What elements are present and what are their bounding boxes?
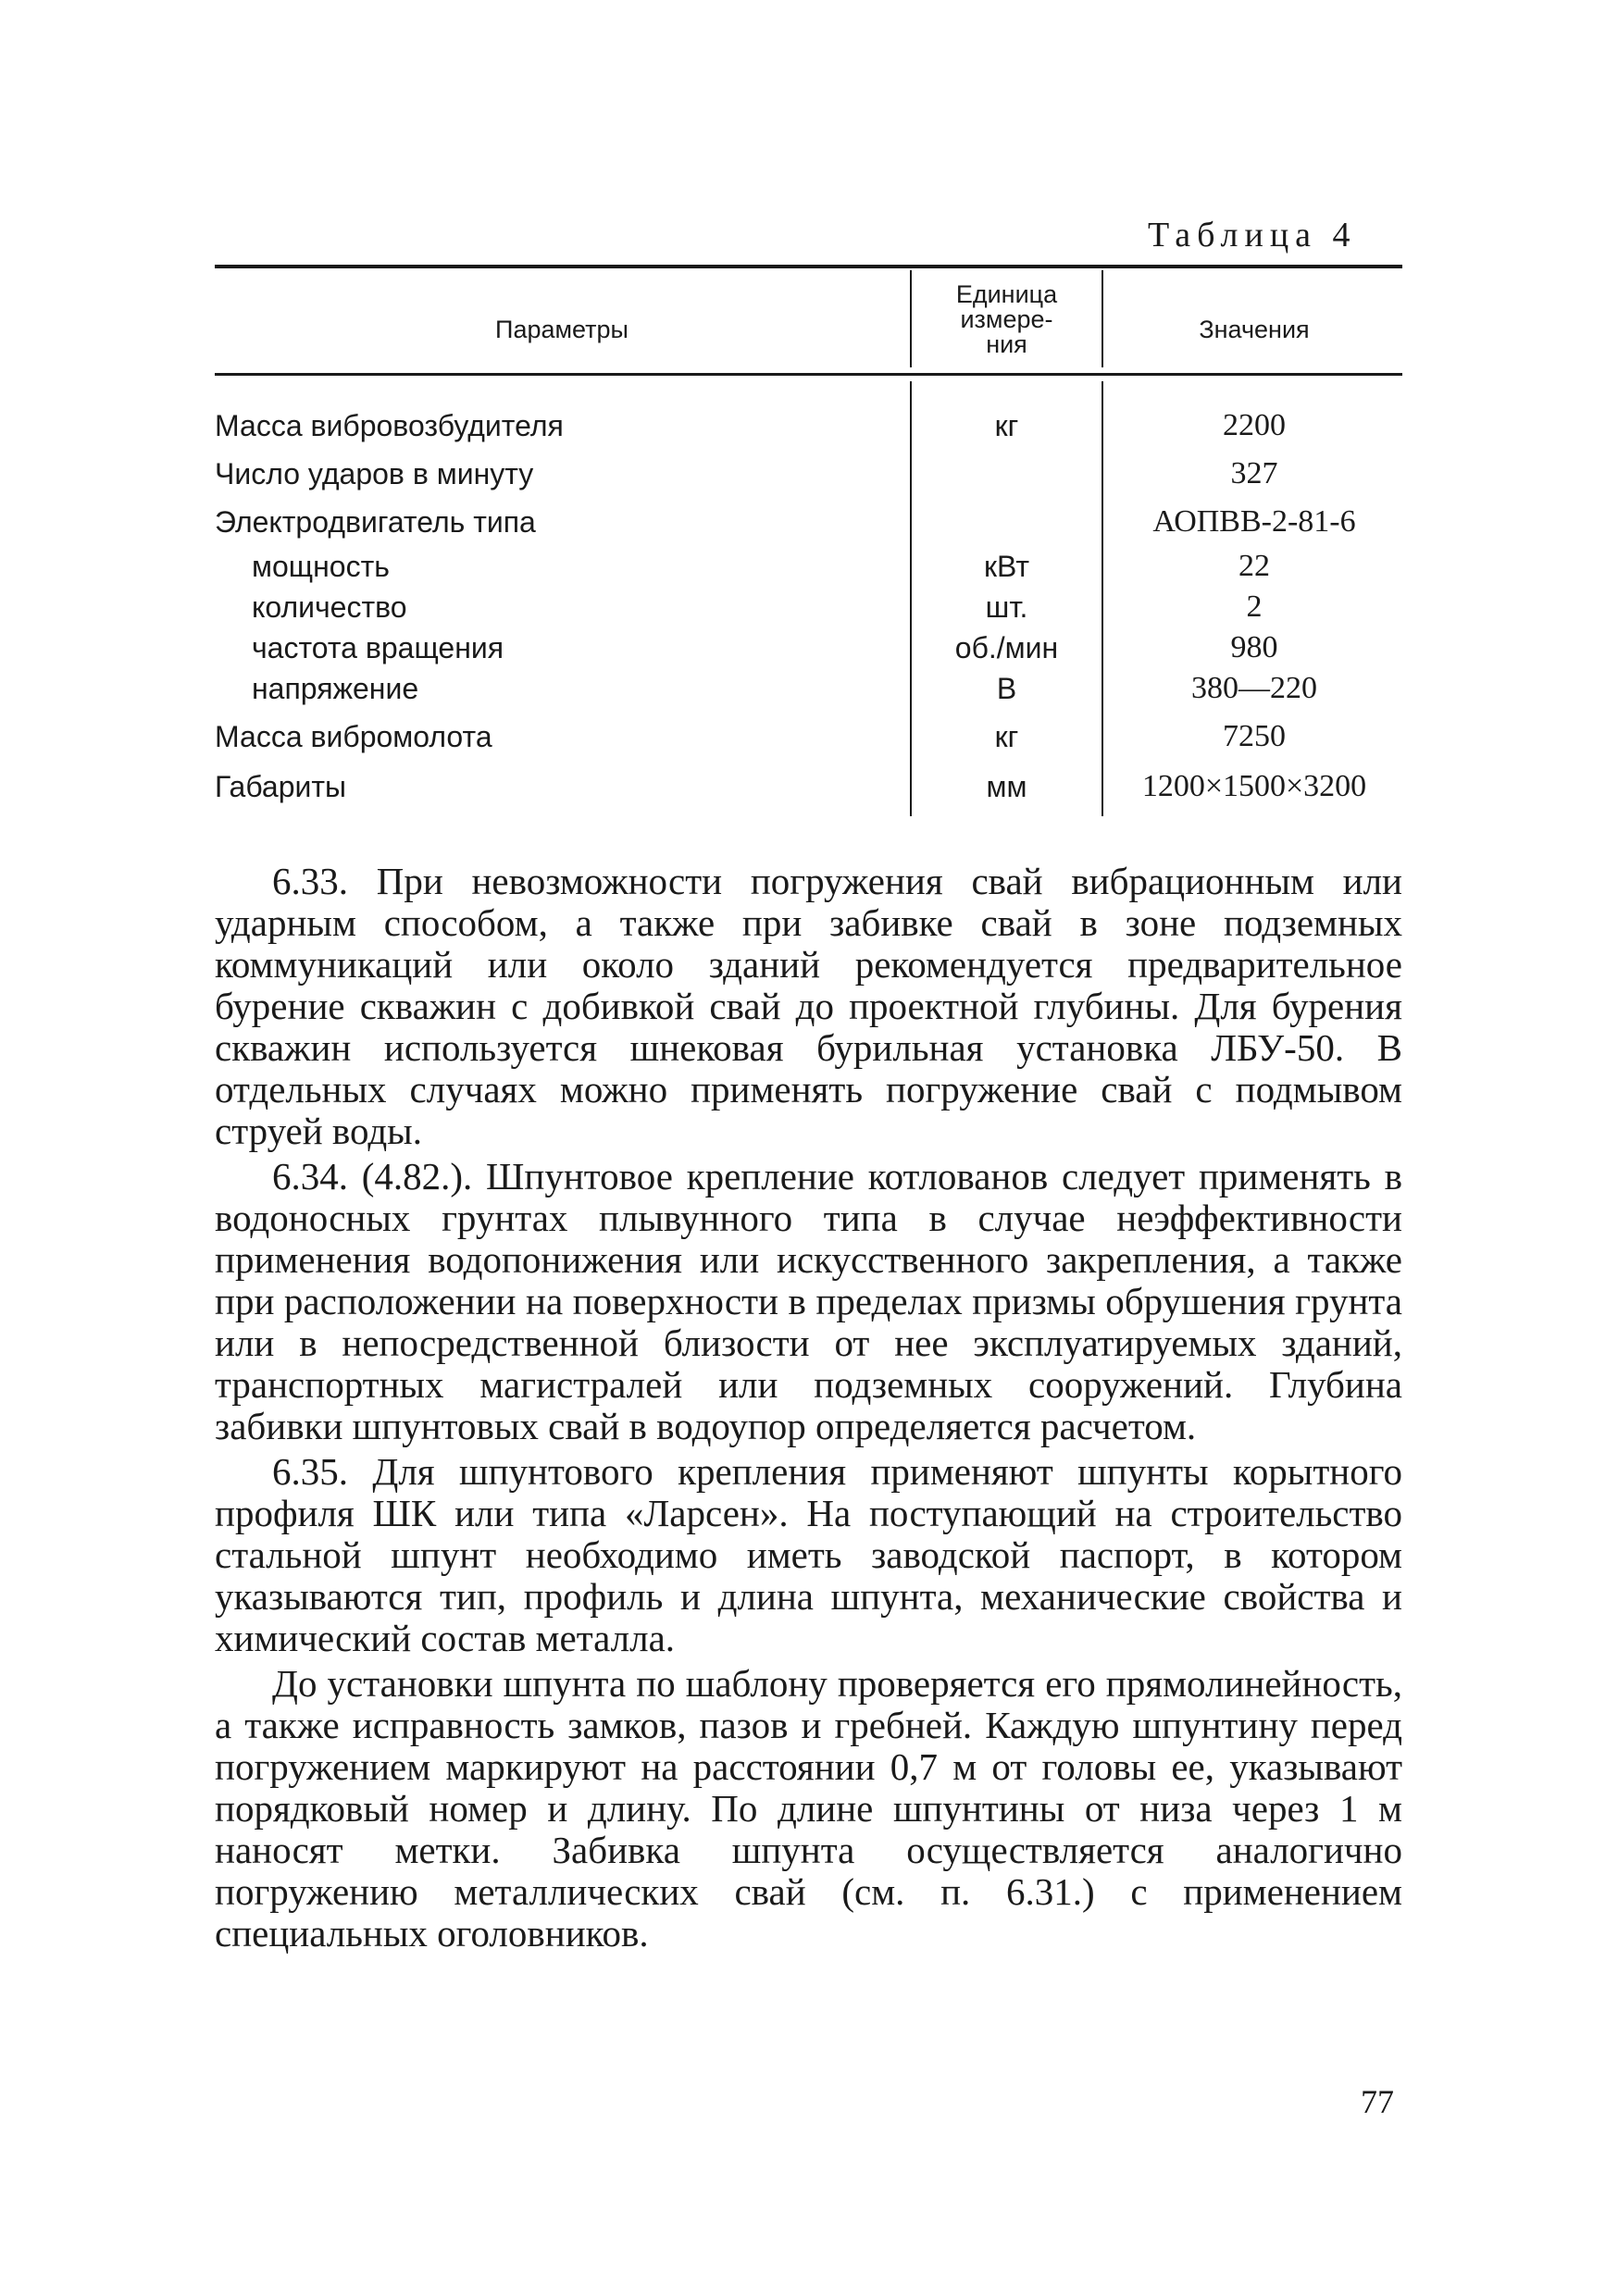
table-header-rule <box>215 373 1402 376</box>
value-cell: 1200×1500×3200 <box>1141 769 1367 803</box>
unit-cell: об./мин <box>954 631 1059 664</box>
unit-cell: шт. <box>985 590 1028 624</box>
value-cell: 7250 <box>1223 719 1286 753</box>
unit-cell: кг <box>994 409 1019 442</box>
header-unit-line-2: измере- <box>960 305 1053 333</box>
page-number: 77 <box>1361 2083 1394 2120</box>
param-cell: Масса вибромолота <box>215 720 492 753</box>
table-row <box>0 546 1618 587</box>
value-cell: 2200 <box>1223 408 1286 442</box>
param-cell: напряжение <box>252 672 419 705</box>
table-row <box>0 766 1618 807</box>
unit-cell: В <box>996 672 1017 705</box>
body-text <box>215 861 1402 1958</box>
param-cell: Габариты <box>215 770 347 803</box>
unit-cell: кг <box>994 720 1019 753</box>
paragraph-6-33: 6.33. При невозможности погружения свай вибрационным или ударным способом, а также при забивке свай в зоне подземных коммуникаций или около зданий рекомендуется предварительное бурение скважин с добивкой свай до проектной глубины. Для бурения скважин используется шнековая бурильная установка ЛБУ-50. В отдельных случаях можно применять погружение свай с подмывом струей воды. <box>215 860 1402 1152</box>
table-row <box>0 716 1618 757</box>
value-cell: 22 <box>1238 549 1270 583</box>
param-cell: частота вращения <box>252 631 504 664</box>
table-row <box>0 502 1618 542</box>
table-row <box>0 405 1618 446</box>
table-row <box>0 587 1618 627</box>
value-cell: 980 <box>1230 630 1278 664</box>
value-cell: 380—220 <box>1191 671 1317 705</box>
value-cell: 327 <box>1230 456 1278 490</box>
param-cell: Число ударов в минуту <box>215 457 534 490</box>
value-cell: АОПВВ-2-81-6 <box>1152 504 1356 539</box>
column-divider-2 <box>1101 270 1103 367</box>
table-row <box>0 668 1618 709</box>
param-cell: Масса вибровозбудителя <box>215 409 564 442</box>
header-unit-line-3: ния <box>986 330 1027 358</box>
unit-cell: кВт <box>984 550 1029 583</box>
table-row <box>0 453 1618 494</box>
param-cell: Электродвигатель типа <box>215 505 536 539</box>
paragraph-6-35: 6.35. Для шпунтового крепления применяют шпунты корытного профиля ШК или типа «Ларсен». На поступающий на строительство стальной шпунт необходимо иметь заводской паспорт, в котором указываются тип, профиль и длина шпунта, механические свойства и химический состав металла. <box>215 1450 1402 1659</box>
paragraph-sheet-pile-installation: До установки шпунта по шаблону проверяется его прямолинейность, а также исправность замков, пазов и гребней. Каждую шпунтину перед погружением маркируют на расстоянии 0,7 м от головы ее, указывают порядковый номер и длину. По длине шпунтины от низа через 1 м наносят метки. Забивка шпунта осуществляется аналогично погружению металлических свай (см. п. 6.31.) с применением специальных оголовников. <box>215 1662 1402 1955</box>
header-params: Параметры <box>495 316 629 343</box>
param-cell: количество <box>252 590 407 624</box>
header-unit-line-1: Единица <box>955 280 1058 308</box>
table-top-rule <box>215 265 1402 268</box>
value-cell: 2 <box>1246 590 1263 624</box>
param-cell: мощность <box>252 550 390 583</box>
table-row <box>0 627 1618 668</box>
paragraph-6-34: 6.34. (4.82.). Шпунтовое крепление котлованов следует применять в водоносных грунтах плывунного типа в случае неэффективности применения водопонижения или искусственного закрепления, а также при расположении на поверхности в пределах призмы обрушения грунта или в непосредственной близости от нее эксплуатируемых зданий, транспортных магистралей или подземных сооружений. Глубина забивки шпунтовых свай в водоупор определяется расчетом. <box>215 1155 1402 1447</box>
header-unit <box>912 282 1101 357</box>
header-values: Значения <box>1199 316 1310 343</box>
unit-cell: мм <box>986 770 1027 803</box>
table-caption: Таблица 4 <box>1148 216 1357 254</box>
